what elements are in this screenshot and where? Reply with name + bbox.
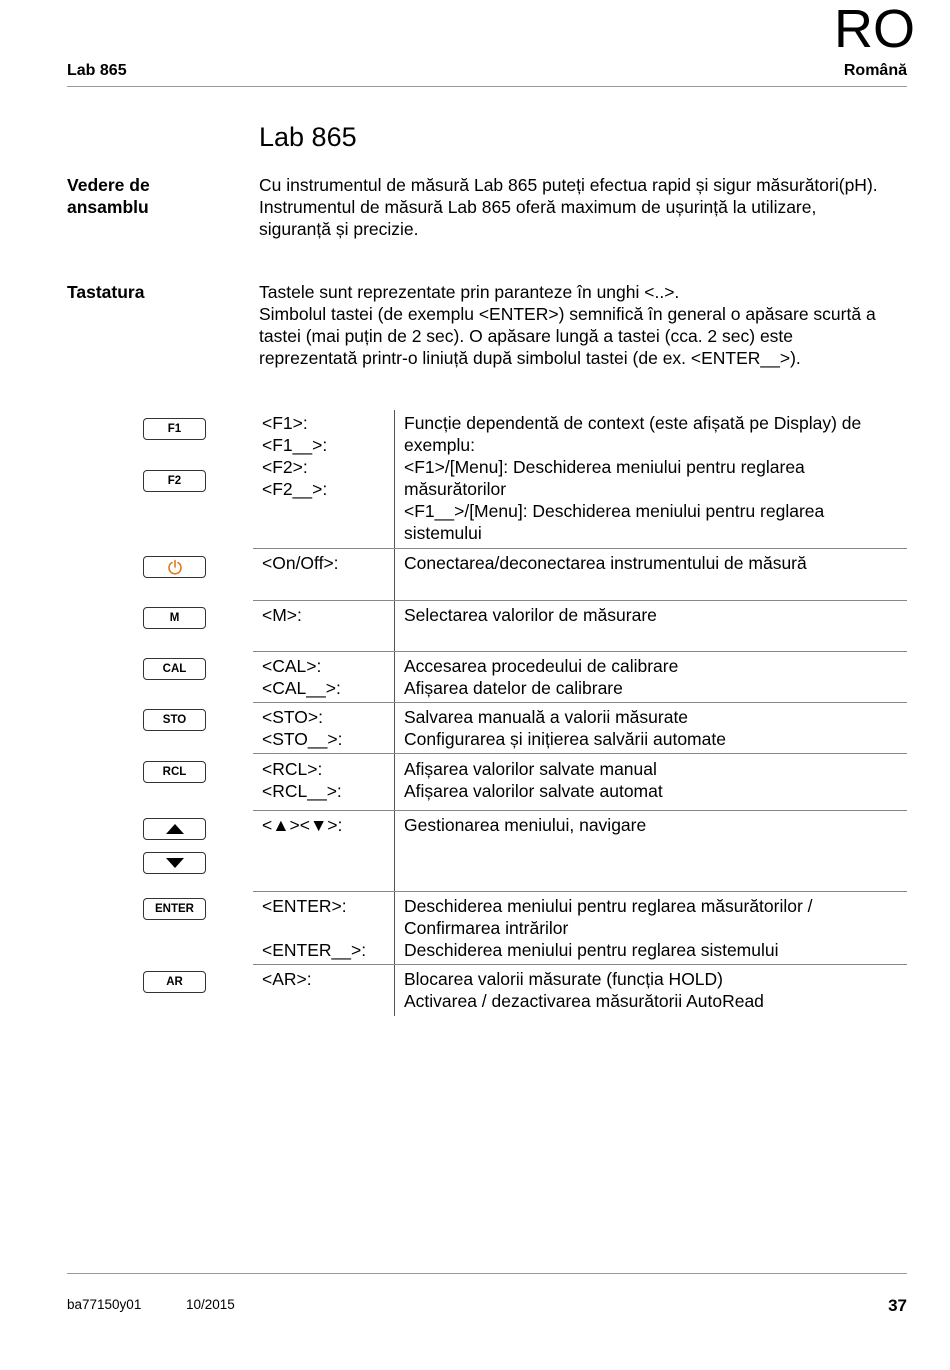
key-sto: STO <box>143 709 206 731</box>
key-cell: <CAL>: <CAL__>: <box>262 656 341 698</box>
row-divider <box>253 810 907 811</box>
key-m: M <box>143 607 206 629</box>
description-cell: Salvarea manuală a valorii măsurate Configurarea și inițierea salvării automate <box>404 707 726 749</box>
row-divider <box>253 891 907 892</box>
key-cell: <AR>: <box>262 969 312 989</box>
row-divider <box>253 600 907 601</box>
overview-text: Cu instrumentul de măsură Lab 865 puteți efectua rapid și sigur măsurători(pH). Instrumentul de măsură Lab 865 oferă maximum de ușurință la utilizare, siguranță și precizie. <box>259 175 878 239</box>
key-cell: <RCL>: <RCL__>: <box>262 759 342 801</box>
key-f2: F2 <box>143 470 206 492</box>
row-divider <box>253 964 907 965</box>
key-cell: <On/Off>: <box>262 553 339 573</box>
header-rule <box>67 86 907 87</box>
description-cell: Gestionarea meniului, navigare <box>404 815 647 835</box>
keypad-label: Tastatura <box>67 282 145 302</box>
description-cell: Afișarea valorilor salvate manual Afișarea valorilor salvate automat <box>404 759 663 801</box>
overview-label: Vedere de ansamblu <box>67 175 150 217</box>
key-ar: AR <box>143 971 206 993</box>
keypad-text: Tastele sunt reprezentate prin paranteze în unghi <..>. Simbolul tastei (de exemplu <ENTER>) semnifică în general o apăsare scurtă a tastei (mai puțin de 2 sec). O apăsare lungă a tastei (cca. 2 sec) este reprezentată printr-o liniuță după simbolul tastei (de ex. <ENTER__>). <box>259 282 876 368</box>
description-cell: Conectarea/deconectarea instrumentului de măsură <box>404 553 807 573</box>
description-cell: Deschiderea meniului pentru reglarea măsurătorilor / Confirmarea intrărilor Deschiderea meniului pentru reglarea sistemului <box>404 896 813 960</box>
description-cell: Selectarea valorilor de măsurare <box>404 605 657 625</box>
key-cell: <STO>: <STO__>: <box>262 707 343 749</box>
key-up <box>143 818 206 840</box>
description-cell: Blocarea valorii măsurate (funcția HOLD) Activarea / dezactivarea măsurătorii AutoRead <box>404 969 764 1011</box>
key-cell: <F1>: <F1__>: <F2>: <F2__>: <box>262 413 328 499</box>
key-down <box>143 852 206 874</box>
row-divider <box>253 702 907 703</box>
row-divider <box>253 651 907 652</box>
language-code: RO <box>834 0 915 59</box>
key-cell: <▲><▼>: <box>262 815 343 835</box>
description-cell: Funcție dependentă de context (este afișată pe Display) de exemplu: <F1>/[Menu]: Deschiderea meniului pentru reglarea măsurătorilor <F1__>/[Menu]: Deschiderea meniului pentru reglarea sistemului <box>404 413 862 543</box>
description-cell: Accesarea procedeului de calibrare Afișarea datelor de calibrare <box>404 656 679 698</box>
triangle-up-icon <box>165 823 185 835</box>
key-onoff <box>143 556 206 578</box>
key-cell: <M>: <box>262 605 302 625</box>
footer-rule <box>67 1273 907 1274</box>
triangle-down-icon <box>165 857 185 869</box>
key-rcl: RCL <box>143 761 206 783</box>
table-column-divider <box>394 410 395 1016</box>
header-product: Lab 865 <box>67 62 127 79</box>
power-icon <box>167 559 183 575</box>
key-enter: ENTER <box>143 898 206 920</box>
page-title: Lab 865 <box>259 122 357 152</box>
row-divider <box>253 753 907 754</box>
footer-date: 10/2015 <box>186 1297 235 1312</box>
footer-doc-id: ba77150y01 <box>67 1297 142 1312</box>
key-cal: CAL <box>143 658 206 680</box>
header-language: Română <box>843 62 907 79</box>
page-number: 37 <box>888 1296 907 1315</box>
key-f1: F1 <box>143 418 206 440</box>
key-cell: <ENTER>: <ENTER__>: <box>262 896 367 960</box>
row-divider <box>253 548 907 549</box>
